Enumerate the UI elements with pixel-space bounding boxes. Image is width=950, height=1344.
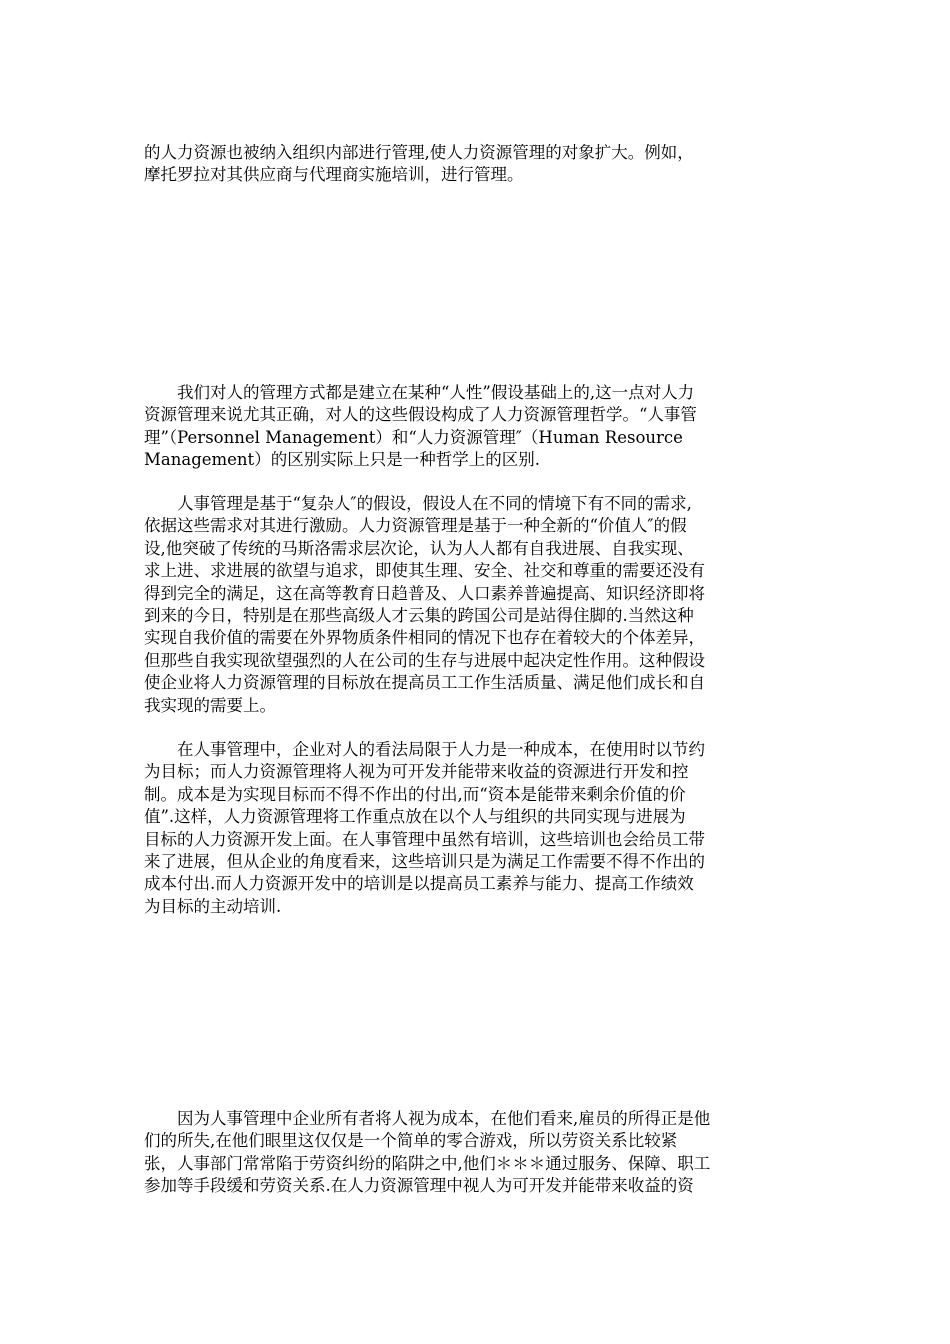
- text-line: 设,他突破了传统的马斯洛需求层次论，认为人人都有自我进展、自我实现、: [144, 538, 694, 558]
- paragraph-5: [144, 1108, 804, 1198]
- text-line: 资源管理来说尤其正确，对人的这些假设构成了人力资源管理哲学。“人事管: [144, 405, 697, 425]
- text-line: 依据这些需求对其进行激励。人力资源管理是基于一种全新的“价值人″的假: [144, 516, 687, 536]
- paragraph-3: [144, 493, 804, 717]
- text-line: 们的所失,在他们眼里这仅仅是一个简单的零合游戏，所以劳资关系比较紧: [144, 1131, 678, 1151]
- text-line: 使企业将人力资源管理的目标放在提高员工工作生活质量、满足他们成长和自: [144, 673, 705, 693]
- text-line: 的人力资源也被纳入组织内部进行管理,使人力资源管理的对象扩大。例如，: [144, 143, 694, 162]
- text-line: 得到完全的满足，这在高等教育日趋普及、人口素养普遍提高、知识经济即将: [144, 583, 705, 603]
- text-line: 为目标的主动培训.: [144, 896, 282, 916]
- text-line: Management）的区别实际上只是一种哲学上的区别.: [144, 450, 540, 470]
- text-line: 人事管理是基于“复杂人″的假设，假设人在不同的情境下有不同的需求,: [144, 494, 692, 513]
- text-line: 目标的人力资源开发上面。在人事管理中虽然有培训，这些培训也会给员工带: [144, 829, 705, 849]
- text-line: 制。成本是为实现目标而不得不作出的付出,而“资本是能带来剩余价值的价: [144, 784, 686, 804]
- text-line: 参加等手段缓和劳资关系.在人力资源管理中视人为可开发并能带来收益的资: [144, 1176, 694, 1196]
- paragraph-4: [144, 739, 804, 918]
- text-line: 因为人事管理中企业所有者将人视为成本，在他们看来,雇员的所得正是他: [144, 1109, 711, 1128]
- text-line: 但那些自我实现欲望强烈的人在公司的生存与进展中起决定性作用。这种假设: [144, 650, 705, 670]
- text-line: 我实现的需要上。: [144, 695, 276, 715]
- text-line: 为目标；而人力资源管理将人视为可开发并能带来收益的资源进行开发和控: [144, 762, 689, 782]
- paragraph-1: [144, 142, 804, 187]
- text-line: 成本付出.而人力资源开发中的培训是以提高员工素养与能力、提高工作绩效: [144, 874, 694, 894]
- text-line: 来了进展，但从企业的角度看来，这些培训只是为满足工作需要不得不作出的: [144, 852, 705, 872]
- text-line: 我们对人的管理方式都是建立在某种“人性”假设基础上的,这一点对人力: [144, 383, 695, 402]
- text-line: 求上进、求进展的欲望与追求，即使其生理、安全、社交和尊重的需要还没有: [144, 561, 705, 581]
- text-line: 实现自我价值的需要在外界物质条件相同的情况下也存在着较大的个体差异，: [144, 628, 705, 648]
- text-line: 摩托罗拉对其供应商与代理商实施培训，进行管理。: [144, 165, 524, 185]
- text-line: 理”（Personnel Management）和“人力资源管理″（Human Resource: [144, 427, 683, 447]
- text-line: 在人事管理中，企业对人的看法局限于人力是一种成本，在使用时以节约: [144, 740, 705, 759]
- paragraph-2: [144, 382, 804, 472]
- text-line: 值”.这样，人力资源管理将工作重点放在以个人与组织的共同实现与进展为: [144, 807, 686, 827]
- text-line: 张，人事部门常常陷于劳资纠纷的陷阱之中,他们＊＊＊通过服务、保障、职工: [144, 1153, 711, 1173]
- text-line: 到来的今日，特别是在那些高级人才云集的跨国公司是站得住脚的.当然这种: [144, 606, 694, 626]
